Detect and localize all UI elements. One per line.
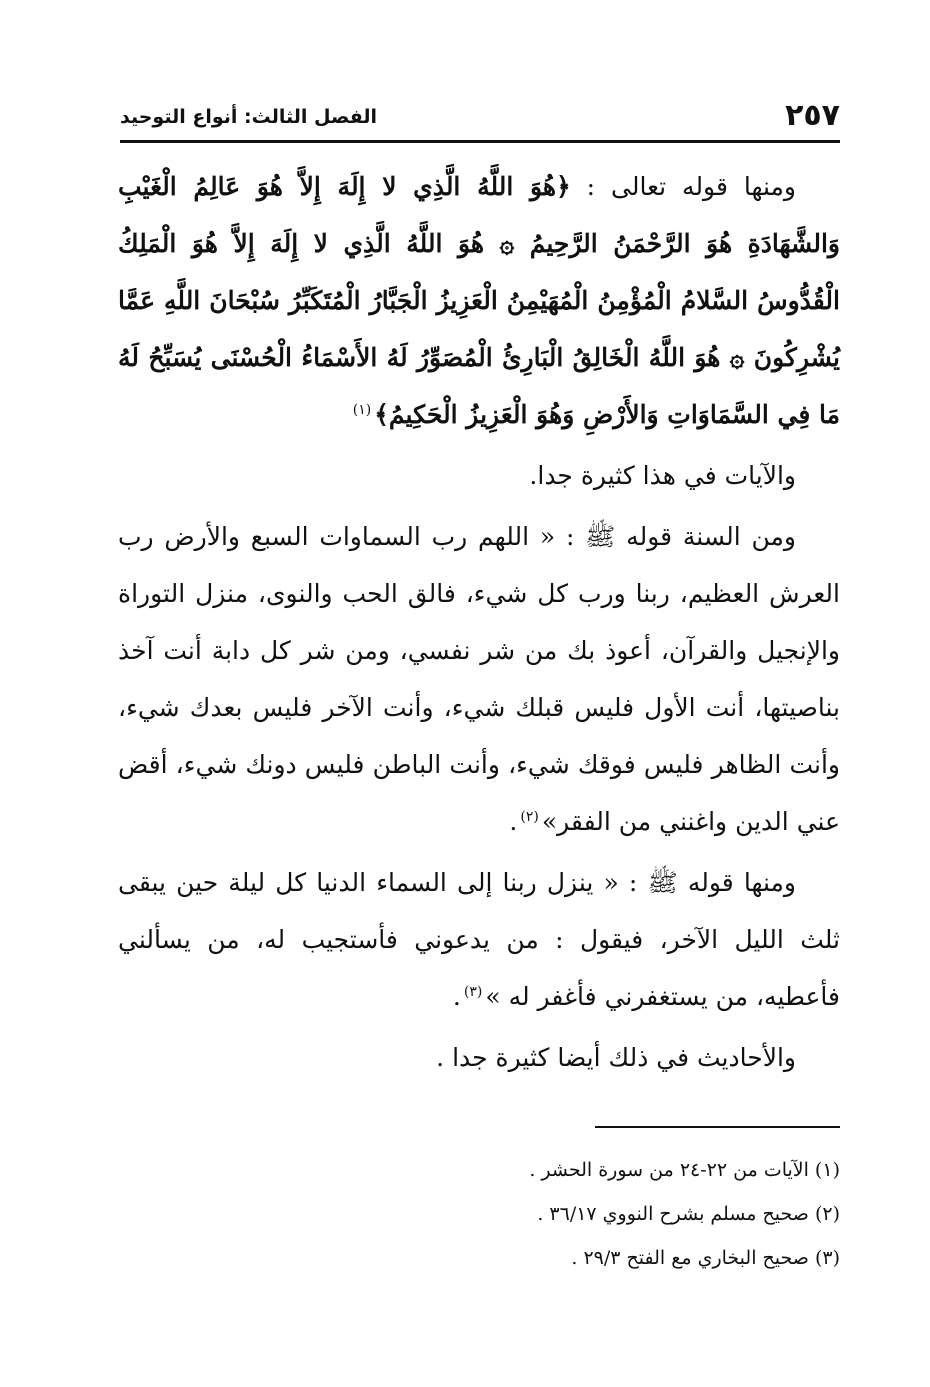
paragraph-hadiths-many: والأحاديث في ذلك أيضا كثيرة جدا . [436, 1043, 796, 1072]
header-rule [120, 140, 840, 143]
body-text [118, 158, 840, 1090]
footnote-ref-2: (٢) [520, 808, 539, 825]
page-header [120, 96, 840, 136]
hadith-2-end: . [452, 982, 461, 1011]
hadith-2-text: ومنها قوله ﷺ : « ينزل ربنا إلى السماء الدنيا كل ليلة حين يبقى ثلث الليل الآخر، فيقول : من يدعوني فأستجيب له، من يسألني فأعطيه، من يستغفرني فأغفر له » [118, 868, 840, 1011]
footnote-separator [595, 1126, 840, 1128]
footnote-ref-3: (٣) [463, 983, 483, 1000]
footnote-3: (٣) صحيح البخاري مع الفتح ٢٩/٣ . [571, 1247, 840, 1269]
footnotes [300, 1148, 840, 1280]
footnote-1: (١) الآيات من ٢٢-٢٤ من سورة الحشر . [529, 1159, 840, 1181]
running-title: الفصل الثالث: أنواع التوحيد [120, 106, 378, 128]
footnote-ref-1: (١) [352, 401, 372, 418]
paragraph-verses-many: والآيات في هذا كثيرة جدا. [529, 461, 796, 490]
paragraph-sunnah-hadith-2 [118, 854, 840, 1025]
quran-quote: ﴿هُوَ اللَّهُ الَّذِي لا إِلَهَ إِلاَّ هُوَ عَالِمُ الْغَيْبِ وَالشَّهَادَةِ هُوَ الرَّحْمَنُ الرَّحِيمُ ۞ هُوَ اللَّهُ الَّذِي لا إِلَهَ إِلاَّ هُوَ الْمَلِكُ الْقُدُّوسُ السَّلامُ الْمُؤْمِنُ الْمُهَيْمِنُ الْعَزِيزُ الْجَبَّارُ الْمُتَكَبِّرُ سُبْحَانَ اللَّهِ عَمَّا يُشْرِكُونَ ۞ هُوَ اللَّهُ الْخَالِقُ الْبَارِئُ الْمُصَوِّرُ لَهُ الأَسْمَاءُ الْحُسْنَى يُسَبِّحُ لَهُ مَا فِي السَّمَاوَاتِ وَالأَرْضِ وَهُوَ الْعَزِيزُ الْحَكِيمُ﴾ [118, 172, 840, 429]
page-number: ٢٥٧ [785, 98, 840, 133]
hadith-1-end: . [509, 807, 518, 836]
hadith-1-text: ومن السنة قوله ﷺ : « اللهم رب السماوات السبع والأرض رب العرش العظيم، ربنا ورب كل شيء، فالق الحب والنوى، منزل التوراة والإنجيل والقرآن، أعوذ بك من شر نفسي، ومن شر كل دابة أنت آخذ بناصيتها، أنت الأول فليس قبلك شيء، وأنت الآخر فليس بعدك شيء، وأنت الظاهر فليس فوقك شيء، وأنت الباطن فليس دونك شيء، أقض عني الدين واغنني من الفقر» [118, 522, 840, 836]
paragraph-sunnah-hadith-1 [118, 508, 840, 850]
quran-intro: ومنها قوله تعالى : [570, 172, 797, 201]
footnote-2: (٢) صحيح مسلم بشرح النووي ٣٦/١٧ . [537, 1203, 840, 1225]
paragraph-quran-verses [118, 158, 840, 443]
